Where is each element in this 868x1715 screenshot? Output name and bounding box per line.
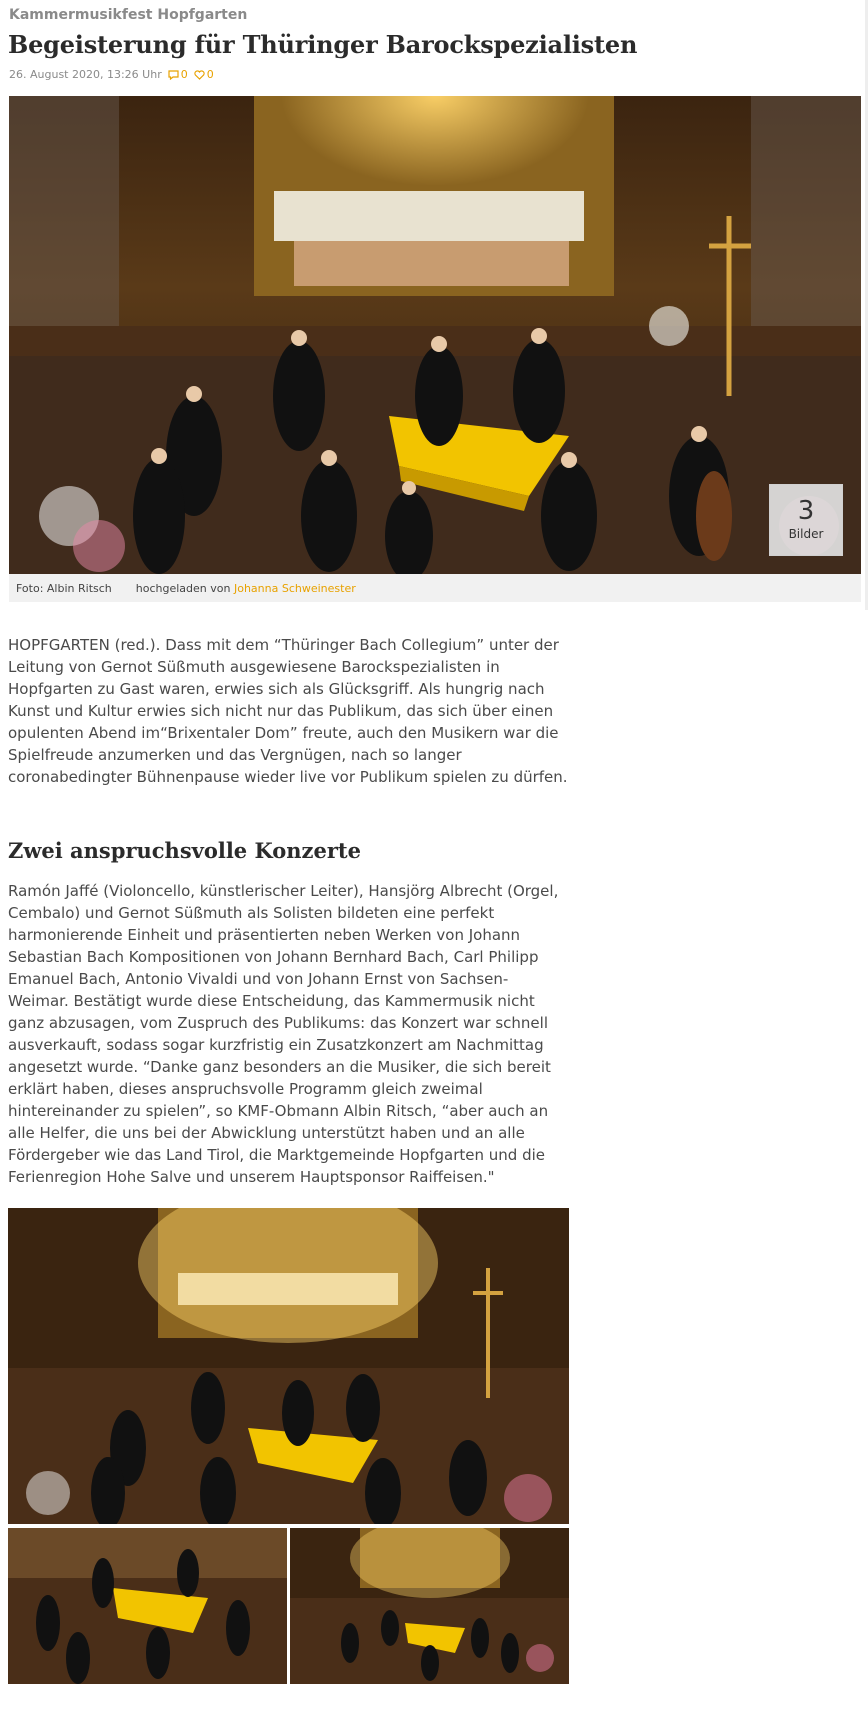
comment-icon (168, 70, 179, 80)
image-count-badge[interactable] (769, 484, 843, 556)
concert-photo-illustration (290, 1528, 569, 1684)
hero-photo[interactable] (9, 96, 861, 574)
gallery-image-thumb-1[interactable] (8, 1528, 287, 1684)
article-meta (9, 68, 214, 81)
gallery-image-main[interactable] (8, 1208, 569, 1524)
image-count: 3 (797, 496, 815, 526)
heart-icon (194, 70, 205, 80)
concert-photo-illustration (8, 1528, 287, 1684)
paragraph-intro: HOPFGARTEN (red.). Dass mit dem “Thüringer Bach Collegium” unter der Leitung von Gernot Süßmuth ausgewiesene Barockspezialisten in Hopfgarten zu Gast waren, erwies sich als Glücksgriff. Als hungrig nach Kunst und Kultur erwies sich nicht nur das Publikum, das sich über einen opulenten Abend im“Brixentaler Dom” freute, auch den Musikern war die Spielfreude anzumerken und das Vergnügen, nach so langer coronabedingter Bühnenpause wieder live vor Publikum spielen zu dürfen. (8, 636, 568, 786)
photo-credit: Foto: Albin Ritsch (16, 581, 112, 595)
article-kicker[interactable]: Kammermusikfest Hopfgarten (9, 7, 248, 23)
article-title: Begeisterung für Thüringer Barockspezialisten (8, 30, 638, 59)
comment-count: 0 (180, 68, 188, 81)
gallery-image-thumb-2[interactable] (290, 1528, 569, 1684)
concert-photo-illustration (8, 1208, 569, 1524)
uploaded-by (136, 582, 356, 595)
uploader-link[interactable]: Johanna Schweinester (233, 581, 356, 595)
like-count: 0 (206, 68, 214, 81)
paragraph-concerts: Ramón Jaffé (Violoncello, künstlerischer Leiter), Hansjörg Albrecht (Orgel, Cembalo) und Gernot Süßmuth als Solisten bildeten eine perfekt harmonierende Einheit und präsentierten neben Werken von Johann Sebastian Bach Kompositionen von Johann Bernhard Bach, Carl Philipp Emanuel Bach, Antonio Vivaldi und von Johann Ernst von Sachsen-Weimar. Bestätigt wurde diese Entscheidung, das Kammermusik nicht ganz abzusagen, vom Zuspruch des Publikums: das Konzert war schnell ausverkauft, sodass sogar kurzfristig ein Zusatzkonzert am Nachmittag angesetzt wurde. “Danke ganz besonders an die Musiker, die sich bereit erklärt haben, dieses anspruchsvolle Programm gleich zweimal hintereinander zu spielen”, so KMF-Obmann Albin Ritsch, “aber auch an alle Helfer, die uns bei der Abwicklung unterstützt haben und an alle Fördergeber wie das Land Tirol, die Marktgemeinde Hopfgarten und die Ferienregion Hohe Salve und unserem Hauptsponsor Raiffeisen." (8, 882, 559, 1186)
comment-counter[interactable] (168, 68, 188, 81)
like-counter[interactable] (194, 68, 214, 81)
concert-photo-illustration (9, 96, 861, 574)
image-count-label: Bilder (788, 527, 824, 541)
subheading: Zwei anspruchsvolle Konzerte (8, 838, 361, 863)
article-date: 26. August 2020, 13:26 Uhr (9, 68, 162, 81)
photo-caption (9, 574, 861, 602)
uploaded-by-label: hochgeladen von (135, 581, 231, 595)
